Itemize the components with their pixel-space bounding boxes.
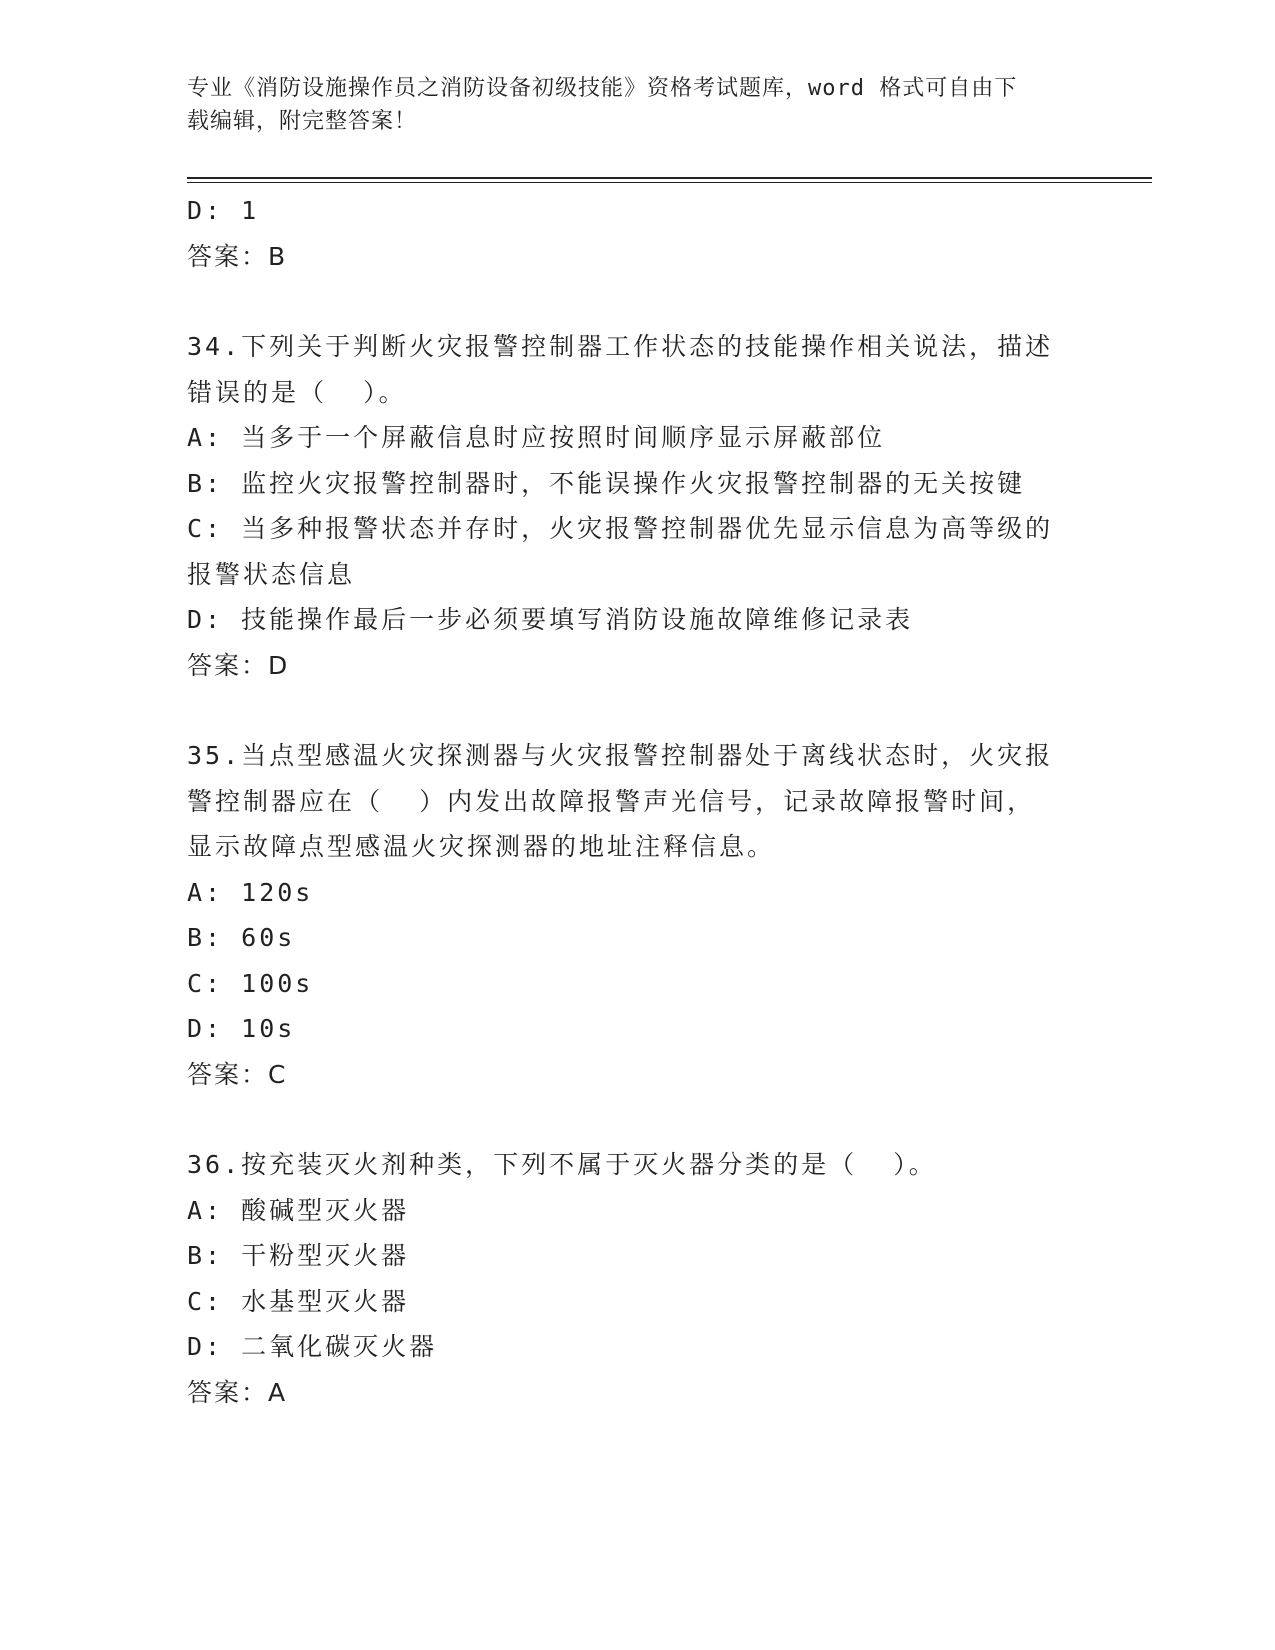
option-a: A: 当多于一个屏蔽信息时应按照时间顺序显示屏蔽部位: [187, 423, 886, 452]
option-a: A: 酸碱型灭火器: [187, 1195, 410, 1225]
page-header: [187, 72, 1067, 138]
option-c-continued: 报警状态信息: [187, 559, 356, 589]
question-36: [187, 1142, 1087, 1415]
option-b: B: 60s: [187, 923, 296, 952]
option-d: D: 10s: [187, 1014, 296, 1043]
answer-line: 答案：D: [187, 650, 290, 680]
option-d: D: 技能操作最后一步必须要填写消防设施故障维修记录表: [187, 605, 914, 634]
header-divider-thin: [187, 182, 1152, 183]
previous-question-tail: [187, 188, 1087, 279]
question-stem-line: 34.下列关于判断火灾报警控制器工作状态的技能操作相关说法，描述: [187, 332, 1054, 361]
option-b: B: 监控火灾报警控制器时，不能误操作火灾报警控制器的无关按键: [187, 468, 1026, 498]
option-c: C: 当多种报警状态并存时，火灾报警控制器优先显示信息为高等级的: [187, 514, 1054, 543]
question-stem-line: 36.按充装灭火剂种类，下列不属于灭火器分类的是（ ）。: [187, 1150, 937, 1179]
option-c: C: 水基型灭火器: [187, 1286, 410, 1316]
question-stem-line: 35.当点型感温火灾探测器与火灾报警控制器处于离线状态时，火灾报: [187, 741, 1054, 770]
header-line-1: 专业《消防设施操作员之消防设备初级技能》资格考试题库，word 格式可自由下: [187, 76, 1018, 101]
question-content: [187, 188, 1087, 1415]
answer-line: 答案：B: [187, 241, 288, 271]
header-line-2: 载编辑，附完整答案！: [187, 109, 418, 134]
question-34: [187, 324, 1087, 688]
answer-line: 答案：C: [187, 1059, 288, 1089]
question-35: [187, 733, 1087, 1097]
question-stem-line: 警控制器应在（ ）内发出故障报警声光信号，记录故障报警时间，: [187, 786, 1036, 816]
option-a: A: 120s: [187, 877, 314, 907]
answer-line: 答案：A: [187, 1377, 288, 1407]
option-d: D: 1: [187, 196, 260, 225]
header-divider-thick: [187, 177, 1152, 179]
question-stem-line: 错误的是（ ）。: [187, 377, 407, 407]
question-stem-line: 显示故障点型感温火灾探测器的地址注释信息。: [187, 832, 776, 861]
option-b: B: 干粉型灭火器: [187, 1241, 410, 1270]
option-c: C: 100s: [187, 968, 314, 998]
option-d: D: 二氧化碳灭火器: [187, 1332, 438, 1361]
